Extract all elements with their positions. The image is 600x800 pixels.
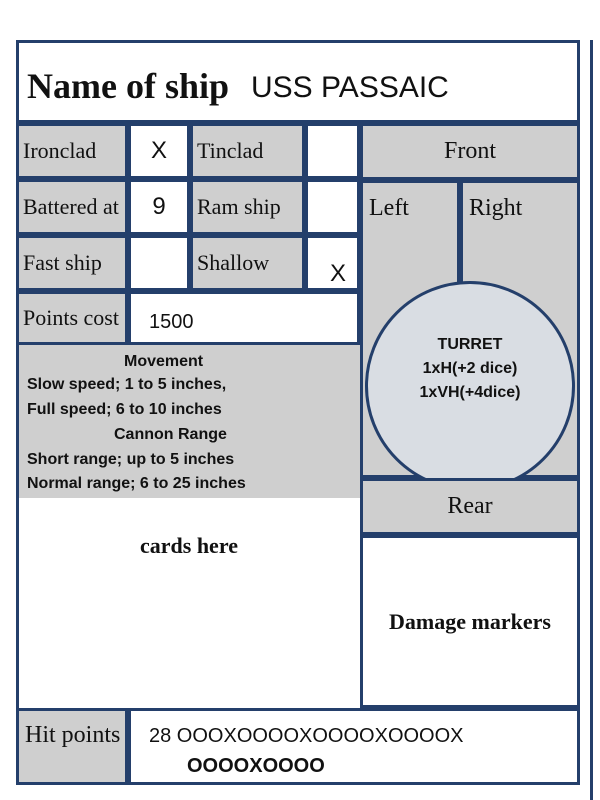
points-label-cell xyxy=(16,291,128,345)
battered-value-cell xyxy=(128,179,190,235)
fast-label: Fast ship xyxy=(23,250,102,275)
hit-points-track-line-2: OOOOXOOOO xyxy=(187,755,325,777)
front-arc-cell xyxy=(360,123,580,180)
battered-value: 9 xyxy=(152,193,166,220)
title-row xyxy=(16,40,580,123)
turret-weapon-2: 1xVH(+4dice) xyxy=(419,384,521,401)
ironclad-value-cell xyxy=(128,123,190,179)
shallow-value: X xyxy=(330,260,347,287)
movement-heading: Movement xyxy=(124,353,204,370)
left-arc-label: Left xyxy=(369,195,409,221)
right-arc-label: Right xyxy=(469,195,523,221)
battered-label: Battered at xyxy=(23,194,119,219)
cards-placeholder-text: cards here xyxy=(140,533,238,558)
ram-value-cell xyxy=(305,179,360,235)
turret-circle xyxy=(365,281,575,491)
ram-label-cell xyxy=(190,179,305,235)
hit-points-track-cell xyxy=(128,708,580,785)
damage-markers-cell xyxy=(360,535,580,708)
ironclad-value: X xyxy=(150,137,167,164)
full-speed-text: Full speed; 6 to 10 inches xyxy=(27,401,222,418)
points-label: Points cost xyxy=(23,305,119,330)
shallow-label: Shallow xyxy=(197,250,270,275)
tinclad-label-cell xyxy=(190,123,305,179)
short-range-text: Short range; up to 5 inches xyxy=(27,451,235,468)
hit-points-label: Hit points xyxy=(25,722,121,748)
rear-arc-label: Rear xyxy=(447,493,493,519)
tinclad-value-cell xyxy=(305,123,360,179)
points-value: 1500 xyxy=(149,311,194,333)
shallow-label-cell xyxy=(190,235,305,291)
ship-name-value: USS PASSAIC xyxy=(251,71,449,104)
battered-label-cell xyxy=(16,179,128,235)
ram-label: Ram ship xyxy=(197,194,281,219)
cannon-range-heading: Cannon Range xyxy=(114,426,227,443)
slow-speed-text: Slow speed; 1 to 5 inches, xyxy=(27,376,227,393)
front-arc-label: Front xyxy=(443,138,496,164)
movement-block xyxy=(19,345,360,498)
page-edge-line xyxy=(590,40,593,800)
fast-label-cell xyxy=(16,235,128,291)
turret-title: TURRET xyxy=(437,336,503,353)
cards-area xyxy=(19,498,360,705)
rear-arc-cell xyxy=(360,478,580,535)
hit-points-track-line-1: 28 OOOXOOOOXOOOOXOOOOX xyxy=(149,725,464,747)
tinclad-label: Tinclad xyxy=(197,138,264,163)
ironclad-label-cell xyxy=(16,123,128,179)
hit-points-label-cell xyxy=(16,708,128,785)
damage-markers-label: Damage markers xyxy=(389,608,551,634)
turret-weapon-1: 1xH(+2 dice) xyxy=(422,360,518,377)
normal-range-text: Normal range; 6 to 25 inches xyxy=(27,475,246,492)
points-value-cell xyxy=(128,291,360,345)
fast-value-cell xyxy=(128,235,190,291)
shallow-value-cell xyxy=(305,235,360,291)
ship-name-label: Name of ship xyxy=(27,66,230,106)
ironclad-label: Ironclad xyxy=(23,138,97,163)
